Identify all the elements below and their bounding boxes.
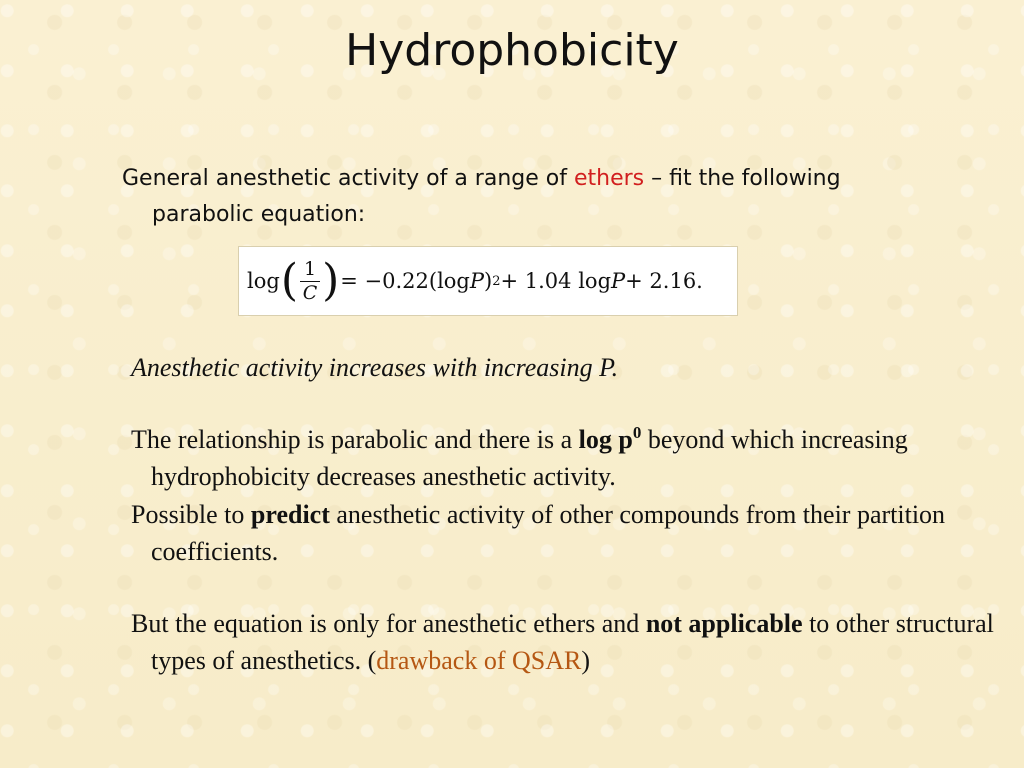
equation-tail: + 2.16. [625,269,703,293]
para1-text: The relationship is parabolic and there is a [131,425,579,454]
intro-text: General anesthetic activity of a range of [122,166,574,191]
equation-denominator: C [302,281,318,304]
equation-p2: P [611,269,626,293]
intro-text-continued: – fit the following [644,166,841,191]
equation-open-paren: ( [280,255,298,306]
slide-title: Hydrophobicity [345,25,679,76]
equation-box [238,246,738,316]
equation-log: log [247,269,280,293]
para3-text: But the equation is only for anesthetic ethers and [131,609,646,638]
predict-bold: predict [250,500,330,529]
equation-close-paren: ) [322,255,340,306]
paragraph-not-applicable [131,605,1011,679]
equation-plus-part: + 1.04 log [500,269,612,293]
equation-equals-part: = −0.22(log [340,269,470,293]
para1-text-continued: beyond which increasing hydrophobicity decreases anesthetic activity. [151,425,908,491]
para2-text-continued: anesthetic activity of other compounds from their partition coefficients. [151,500,946,566]
para3-text-continued: to other structural types of anesthetics. ( [151,609,994,675]
equation-fraction [300,257,320,304]
equation-numerator: 1 [300,260,320,282]
drawback-qsar-highlight: drawback of QSAR [376,646,582,675]
intro-paragraph [122,161,962,233]
not-applicable-bold: not applicable [645,609,803,638]
para3-close-paren: ) [581,646,591,675]
log-p-bold: log p [578,425,633,454]
paragraph-predict [131,496,1011,570]
statement-italic: Anesthetic activity increases with increasing P. [131,353,619,382]
equation-p1: P [469,269,485,293]
paragraph-log-p0 [131,421,1011,495]
equation-close: ) [484,269,493,293]
para2-text: Possible to [131,500,251,529]
intro-second-line: parabolic equation: [152,202,366,227]
superscript-zero: 0 [632,423,642,442]
equation-square: 2 [492,273,501,289]
ethers-highlight: ethers [573,166,645,191]
